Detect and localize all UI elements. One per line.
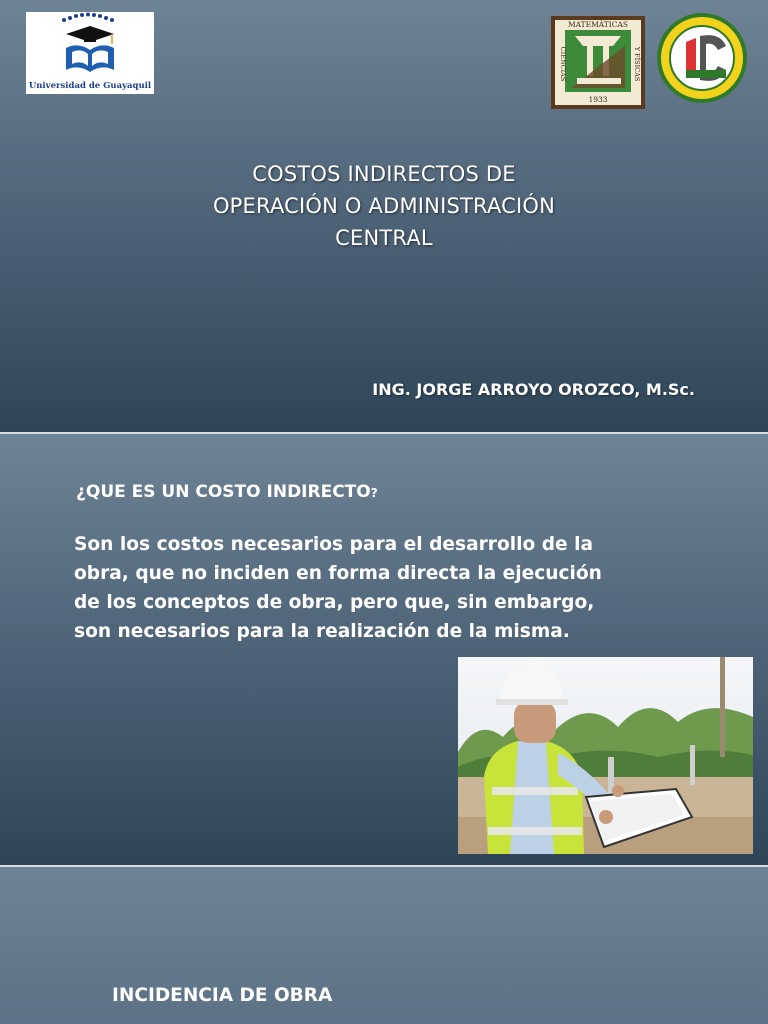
- author-name: ING. JORGE ARROYO OROZCO, M.Sc.: [372, 380, 695, 399]
- section-heading: INCIDENCIA DE OBRA: [112, 985, 333, 1006]
- title-line-3: CENTRAL: [335, 226, 433, 250]
- question-heading: [76, 482, 378, 502]
- university-logo: [26, 12, 154, 94]
- slide-definition: [0, 434, 768, 865]
- definition-line: de los conceptos de obra, pero que, sin embargo,: [74, 592, 595, 613]
- civil-engineering-logo: [656, 12, 748, 104]
- definition-line: son necesarios para la realización de la misma.: [74, 621, 570, 642]
- title-line-2: OPERACIÓN O ADMINISTRACIÓN: [212, 194, 556, 218]
- slide-incidence: [0, 867, 768, 1024]
- svg-text:CIENCIAS: CIENCIAS: [559, 46, 567, 82]
- definition-line: obra, que no inciden en forma directa la ejecución: [74, 563, 602, 584]
- university-logo-caption: Universidad de Guayaquil: [28, 81, 152, 91]
- svg-text:MATEMÁTICAS: MATEMÁTICAS: [567, 20, 629, 29]
- faculty-math-physics-logo: [551, 16, 645, 109]
- definition-line: Son los costos necesarios para el desarrollo de la: [74, 534, 594, 555]
- title-line-1: COSTOS INDIRECTOS DE: [252, 162, 516, 186]
- engineer-photo: [458, 657, 753, 854]
- slide-title: [0, 0, 768, 432]
- presentation-title: [134, 158, 634, 254]
- svg-text:Y FÍSICAS: Y FÍSICAS: [633, 46, 641, 82]
- university-emblem-icon: [26, 12, 154, 82]
- definition-text: [74, 530, 674, 646]
- question-mark: ?: [370, 486, 378, 500]
- question-text: ¿QUE ES UN COSTO INDIRECTO: [76, 482, 371, 502]
- faculty-logo-year: 1933: [588, 95, 608, 104]
